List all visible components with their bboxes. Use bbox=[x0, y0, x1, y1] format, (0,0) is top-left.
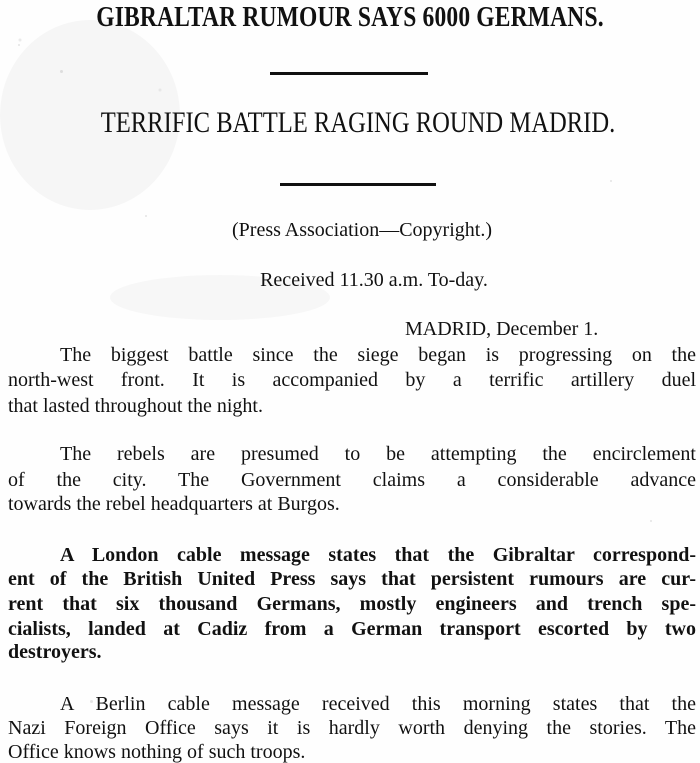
paragraph-3-line-1: A London cable message states that the Gibraltar correspond- bbox=[60, 544, 696, 566]
paragraph-1-line-2: north-west front. It is accompanied by a terrific artillery duel bbox=[8, 369, 696, 391]
print-speck bbox=[650, 520, 652, 522]
headline-secondary: TERRIFIC BATTLE RAGING ROUND MADRID. bbox=[100, 106, 616, 139]
headline-primary: GIBRALTAR RUMOUR SAYS 6000 GERMANS. bbox=[96, 2, 604, 33]
paragraph-3-line-3: rent that six thousand Germans, mostly engineers and trench spe- bbox=[8, 593, 696, 615]
paragraph-2-line-2: of the city. The Government claims a considerable advance bbox=[8, 469, 696, 491]
paragraph-1-line-3: that lasted throughout the night. bbox=[8, 395, 263, 417]
print-speck bbox=[145, 215, 147, 217]
print-speck bbox=[60, 70, 63, 73]
paragraph-1-line-1: The biggest battle since the siege began is progressing on the bbox=[60, 344, 696, 366]
headline-rule bbox=[280, 183, 436, 186]
paragraph-4-line-1: A Berlin cable message received this morning states that the bbox=[60, 693, 696, 715]
print-speck bbox=[610, 180, 612, 182]
paragraph-3-line-2: ent of the British United Press says that persistent rumours are cur- bbox=[8, 568, 696, 590]
paragraph-2-line-3: towards the rebel headquarters at Burgos. bbox=[8, 493, 340, 515]
headline-rule bbox=[270, 72, 428, 75]
paragraph-3-line-5: destroyers. bbox=[8, 641, 102, 663]
print-speck bbox=[18, 44, 20, 46]
received-time: Received 11.30 a.m. To-day. bbox=[260, 269, 488, 291]
paragraph-4-line-2: Nazi Foreign Office says it is hardly worth denying the stories. The bbox=[8, 717, 696, 739]
dateline: MADRID, December 1. bbox=[405, 318, 599, 340]
paragraph-3-line-4: cialists, landed at Cadiz from a German transport escorted by two bbox=[8, 618, 696, 640]
press-credit: (Press Association—Copyright.) bbox=[232, 219, 492, 241]
paragraph-4-line-3: Office knows nothing of such troops. bbox=[8, 741, 306, 763]
paragraph-2-line-1: The rebels are presumed to be attempting the encirclement bbox=[60, 443, 696, 465]
